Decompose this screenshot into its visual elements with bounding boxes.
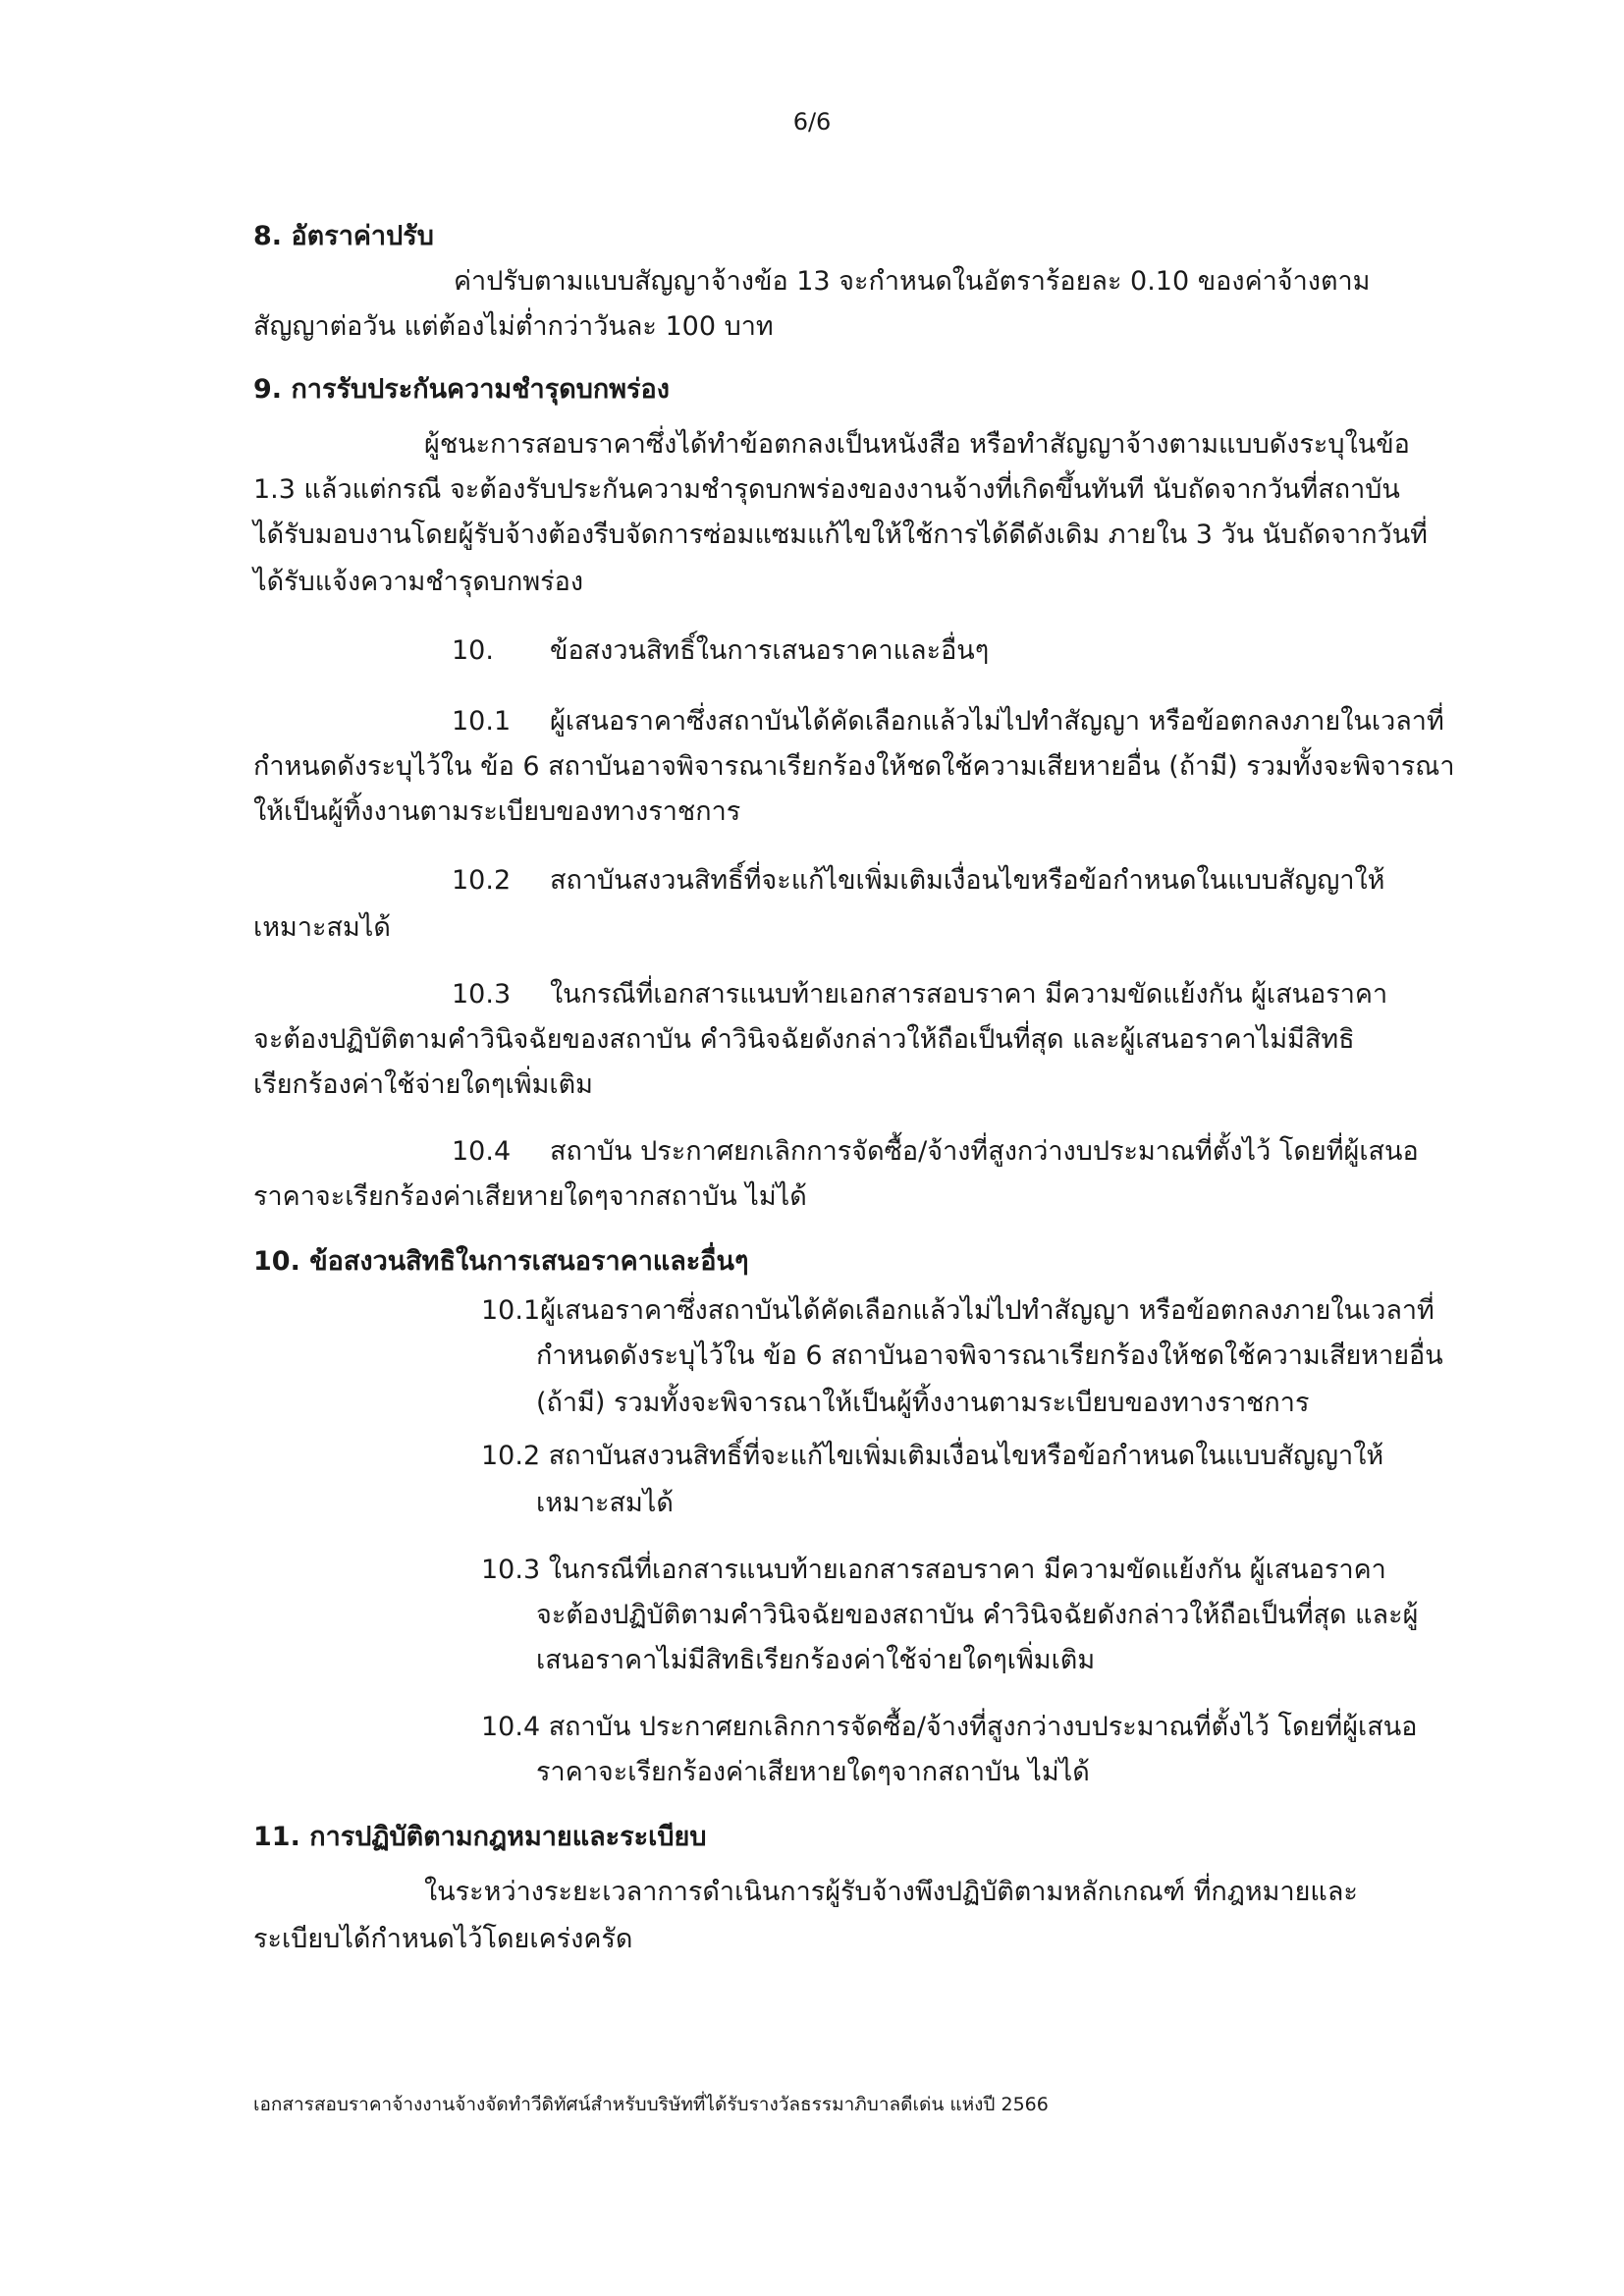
item-10b-1-line: กำหนดดังระบุไว้ใน ข้อ 6 สถาบันอาจพิจารณาเรียกร้องให้ชดใช้ความเสียหายอื่น [536, 1340, 1443, 1371]
section-9-line: 1.3 แล้วแต่กรณี จะต้องรับประกันความชำรุดบกพร่องของงานจ้างที่เกิดขึ้นทันที นับถัดจากวันที่สถาบัน [253, 474, 1400, 505]
item-10a-4-first-line [452, 1129, 1419, 1172]
section-9-line: ได้รับแจ้งความชำรุดบกพร่อง [253, 567, 584, 597]
item-number: 10.3 [452, 979, 512, 1010]
item-10b-2-line: 10.2 สถาบันสงวนสิทธิ์ที่จะแก้ไขเพิ่มเติมเงื่อนไขหรือข้อกำหนดในแบบสัญญาให้ [481, 1441, 1384, 1471]
item-text: สถาบัน ประกาศยกเลิกการจัดซื้อ/จ้างที่สูงกว่างบประมาณที่ตั้งไว้ โดยที่ผู้เสนอ [550, 1136, 1419, 1167]
item-10b-3-line: จะต้องปฏิบัติตามคำวินิจฉัยของสถาบัน คำวินิจฉัยดังกล่าวให้ถือเป็นที่สุด และผู้ [536, 1600, 1419, 1630]
item-10b-3-line: เสนอราคาไม่มีสิทธิเรียกร้องค่าใช้จ่ายใดๆเพิ่มเติม [536, 1645, 1096, 1675]
item-number: 10.4 [452, 1136, 512, 1167]
item-10b-2-line: เหมาะสมได้ [536, 1488, 674, 1518]
page-number: 6/6 [792, 108, 832, 136]
item-10a-3-line: จะต้องปฏิบัติตามคำวินิจฉัยของสถาบัน คำวินิจฉัยดังกล่าวให้ถือเป็นที่สุด และผู้เสนอราคาไม่มีสิทธิ [253, 1024, 1355, 1055]
item-text: ผู้เสนอราคาซึ่งสถาบันได้คัดเลือกแล้วไม่ไปทำสัญญา หรือข้อตกลงภายในเวลาที่ [550, 706, 1444, 737]
footer-text: เอกสารสอบราคาจ้างงานจ้างจัดทำวีดิทัศน์สำหรับบริษัทที่ได้รับรางวัลธรรมาภิบาลดีเด่น แห่งปี 2566 [253, 2094, 1049, 2115]
item-number: 10.1 [452, 706, 512, 737]
item-10a-1-line: ให้เป็นผู้ทิ้งงานตามระเบียบของทางราชการ [253, 796, 741, 827]
item-10a-3-line: เรียกร้องค่าใช้จ่ายใดๆเพิ่มเติม [253, 1069, 593, 1100]
item-10b-1-line: 10.1ผู้เสนอราคาซึ่งสถาบันได้คัดเลือกแล้วไม่ไปทำสัญญา หรือข้อตกลงภายในเวลาที่ [481, 1295, 1435, 1326]
section-11-line: ในระหว่างระยะเวลาการดำเนินการผู้รับจ้างพึงปฏิบัติตามหลักเกณฑ์ ที่กฎหมายและ [424, 1877, 1358, 1907]
section-8-line: สัญญาต่อวัน แต่ต้องไม่ต่ำกว่าวันละ 100 บาท [253, 311, 774, 342]
section-10a-title-line [452, 629, 989, 671]
section-9-line: ผู้ชนะการสอบราคาซึ่งได้ทำข้อตกลงเป็นหนังสือ หรือทำสัญญาจ้างตามแบบดังระบุในข้อ [424, 429, 1410, 460]
section-10a-number: 10. [452, 635, 494, 666]
section-8-heading: 8. อัตราค่าปรับ [253, 221, 434, 251]
item-10a-1-first-line [452, 699, 1444, 741]
section-10a-title: ข้อสงวนสิทธิ์ในการเสนอราคาและอื่นๆ [550, 635, 990, 666]
section-11-line: ระเบียบได้กำหนดไว้โดยเคร่งครัด [253, 1924, 633, 1954]
section-10b-heading: 10. ข้อสงวนสิทธิในการเสนอราคาและอื่นๆ [253, 1246, 749, 1277]
item-text: ในกรณีที่เอกสารแนบท้ายเอกสารสอบราคา มีความขัดแย้งกัน ผู้เสนอราคา [550, 979, 1388, 1010]
section-9-heading: 9. การรับประกันความชำรุดบกพร่อง [253, 374, 670, 405]
item-10a-1-line: กำหนดดังระบุไว้ใน ข้อ 6 สถาบันอาจพิจารณาเรียกร้องให้ชดใช้ความเสียหายอื่น (ถ้ามี) รวมทั้งจะพิจารณา [253, 751, 1455, 782]
section-11-heading: 11. การปฏิบัติตามกฎหมายและระเบียบ [253, 1822, 707, 1852]
item-10b-4-line: ราคาจะเรียกร้องค่าเสียหายใดๆจากสถาบัน ไม่ได้ [536, 1757, 1090, 1787]
item-10b-3-line: 10.3 ในกรณีที่เอกสารแนบท้ายเอกสารสอบราคา มีความขัดแย้งกัน ผู้เสนอราคา [481, 1555, 1386, 1585]
section-8-line: ค่าปรับตามแบบสัญญาจ้างข้อ 13 จะกำหนดในอัตราร้อยละ 0.10 ของค่าจ้างตาม [454, 266, 1371, 297]
item-10a-2-line: เหมาะสมได้ [253, 912, 391, 943]
item-text: สถาบันสงวนสิทธิ์ที่จะแก้ไขเพิ่มเติมเงื่อนไขหรือข้อกำหนดในแบบสัญญาให้ [550, 865, 1385, 896]
item-number: 10.2 [452, 865, 512, 896]
item-10a-3-first-line [452, 972, 1387, 1014]
item-10a-2-first-line [452, 858, 1384, 901]
section-9-line: ได้รับมอบงานโดยผู้รับจ้างต้องรีบจัดการซ่อมแซมแก้ไขให้ใช้การได้ดีดังเดิม ภายใน 3 วัน นับถัดจากวันที่ [253, 519, 1428, 550]
item-10a-4-line: ราคาจะเรียกร้องค่าเสียหายใดๆจากสถาบัน ไม่ได้ [253, 1181, 807, 1212]
item-10b-1-line: (ถ้ามี) รวมทั้งจะพิจารณาให้เป็นผู้ทิ้งงานตามระเบียบของทางราชการ [536, 1388, 1310, 1418]
item-10b-4-line: 10.4 สถาบัน ประกาศยกเลิกการจัดซื้อ/จ้างที่สูงกว่างบประมาณที่ตั้งไว้ โดยที่ผู้เสนอ [481, 1712, 1418, 1742]
